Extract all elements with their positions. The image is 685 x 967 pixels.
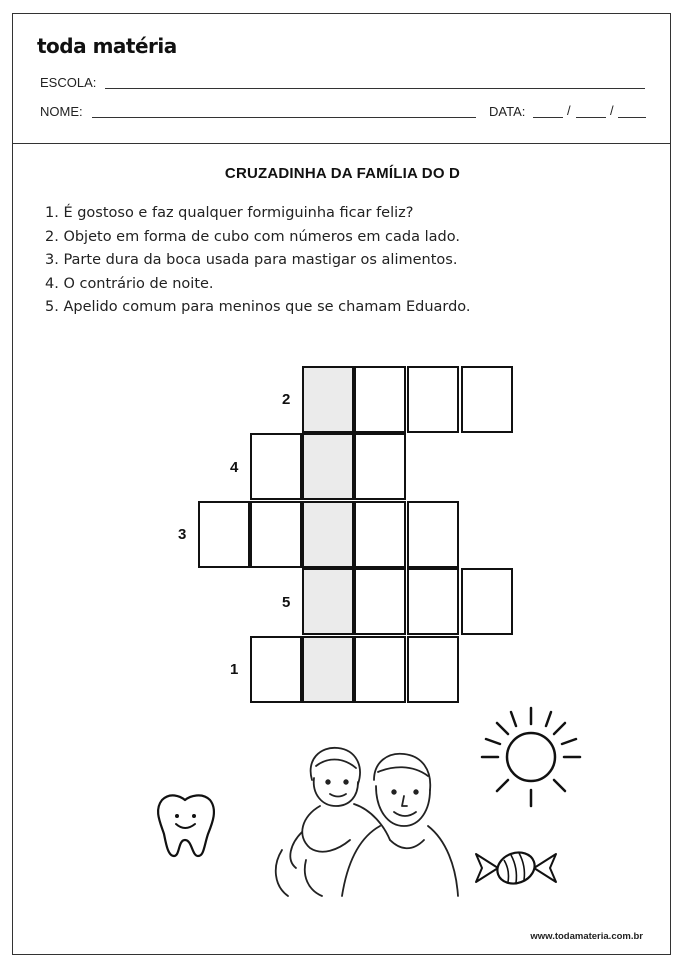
clue-item: 1. É gostoso e faz qualquer formiguinha ficar feliz? <box>45 205 414 221</box>
crossword-cell[interactable] <box>302 501 354 568</box>
crossword-cell[interactable] <box>250 501 302 568</box>
name-line[interactable] <box>92 117 476 118</box>
crossword-cell[interactable] <box>354 433 406 500</box>
crossword-cell[interactable] <box>407 568 459 635</box>
date-month-line[interactable] <box>576 117 606 118</box>
crossword-cell[interactable] <box>250 433 302 500</box>
crossword-cell[interactable] <box>407 501 459 568</box>
crossword-cell[interactable] <box>302 433 354 500</box>
crossword-cell[interactable] <box>354 366 406 433</box>
crossword-cell[interactable] <box>354 501 406 568</box>
clue-list <box>45 202 471 320</box>
sun-icon <box>478 704 584 810</box>
footer-url: www.todamateria.com.br <box>530 931 643 942</box>
crossword-cell[interactable] <box>354 568 406 635</box>
logo: toda matéria <box>37 34 177 58</box>
header-divider <box>13 143 670 144</box>
crossword-cell[interactable] <box>461 568 513 635</box>
row-number-5: 5 <box>282 594 291 611</box>
crossword-cell[interactable] <box>407 636 459 703</box>
school-line[interactable] <box>105 88 645 89</box>
date-slash: / <box>610 103 614 118</box>
clue-item: 3. Parte dura da boca usada para mastigar os alimentos. <box>45 252 458 268</box>
tooth-icon <box>152 790 218 860</box>
date-label: DATA: <box>489 104 526 119</box>
crossword-cell[interactable] <box>302 568 354 635</box>
crossword-cell[interactable] <box>461 366 513 433</box>
row-number-3: 3 <box>178 526 187 543</box>
crossword-cell[interactable] <box>302 636 354 703</box>
date-year-line[interactable] <box>618 117 646 118</box>
clue-item: 2. Objeto em forma de cubo com números em cada lado. <box>45 228 460 245</box>
crossword-cell[interactable] <box>198 501 250 568</box>
school-label: ESCOLA: <box>40 75 97 90</box>
worksheet-title: CRUZADINHA DA FAMÍLIA DO D <box>224 165 461 182</box>
clue-item: 4. O contrário de noite. <box>45 275 214 292</box>
name-label: NOME: <box>40 104 83 119</box>
row-number-2: 2 <box>282 391 291 408</box>
father-child-illustration <box>262 740 462 900</box>
row-number-1: 1 <box>230 661 239 678</box>
date-day-line[interactable] <box>533 117 563 118</box>
crossword-cell[interactable] <box>250 636 302 703</box>
crossword-cell[interactable] <box>302 366 354 433</box>
date-slash: / <box>567 103 571 118</box>
crossword-cell[interactable] <box>354 636 406 703</box>
crossword-cell[interactable] <box>407 366 459 433</box>
candy-icon <box>472 840 560 896</box>
clue-item: 5. Apelido comum para meninos que se chamam Eduardo. <box>45 299 471 315</box>
row-number-4: 4 <box>230 459 239 476</box>
